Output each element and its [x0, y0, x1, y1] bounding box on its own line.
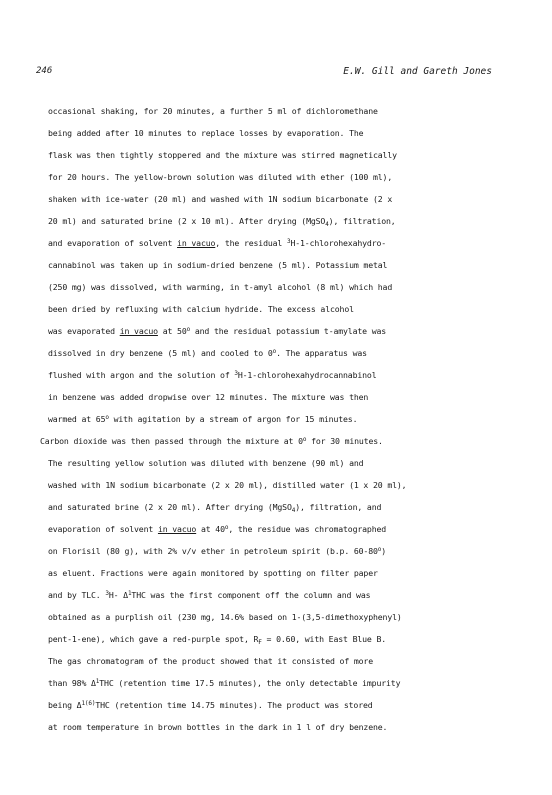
script-text: 1 [95, 678, 100, 685]
text-line [48, 700, 373, 710]
line-segment: THC (retention time 14.75 minutes). The product was stored [95, 700, 373, 710]
italic-term: in vacuo [119, 326, 158, 336]
text-line [48, 304, 354, 314]
text-line [48, 568, 378, 578]
text-line [48, 414, 357, 424]
line-segment: (250 mg) was dissolved, with warming, in t-amyl alcohol (8 ml) which had [48, 282, 393, 292]
line-segment: and by TLC. [48, 590, 106, 600]
line-segment: and saturated brine (2 x 20 ml). After drying (MgSO [48, 502, 292, 512]
line-segment: dissolved in dry benzene (5 ml) and cooled to 0 [48, 348, 273, 358]
line-segment: THC (retention time 17.5 minutes), the only detectable impurity [99, 678, 401, 688]
line-segment: cannabinol was taken up in sodium-dried benzene (5 ml). Potassium metal [48, 260, 388, 270]
text-line [48, 172, 392, 182]
text-line [48, 194, 392, 204]
line-segment: being Δ [48, 700, 82, 710]
line-segment: was evaporated [48, 326, 120, 336]
text-line [48, 216, 396, 226]
line-segment: pent-1-ene), which gave a red-purple spot, R [48, 634, 259, 644]
line-segment: warmed at 65 [48, 414, 106, 424]
italic-term: in vacuo [177, 238, 216, 248]
script-text: F [258, 639, 262, 646]
script-text: o [105, 414, 109, 421]
script-text: o [224, 524, 229, 531]
text-line [48, 370, 376, 380]
text-line [48, 260, 387, 270]
text-line [48, 546, 386, 556]
text-line [48, 282, 392, 292]
line-segment: , the residue was chromatographed [228, 524, 387, 534]
line-segment: being added after 10 minutes to replace losses by evaporation. The [48, 128, 364, 138]
text-line [48, 150, 397, 160]
line-segment: ) [381, 546, 387, 556]
text-line [48, 348, 367, 358]
script-text: o [186, 326, 191, 333]
page-number: 246 [36, 66, 53, 76]
script-text: o [272, 348, 277, 355]
text-line [48, 524, 386, 534]
text-line [48, 590, 370, 600]
line-segment: The gas chromatogram of the product showed that it consisted of more [48, 656, 373, 666]
text-line [48, 238, 386, 248]
text-line [48, 678, 400, 688]
script-text: 4 [325, 221, 329, 228]
line-segment: in benzene was added dropwise over 12 minutes. The mixture was then [48, 392, 369, 402]
line-segment: THC was the first component off the column and was [131, 590, 371, 600]
line-segment: ), filtration, and [295, 502, 382, 512]
line-segment: than 98% Δ [48, 678, 96, 688]
line-segment: washed with 1N sodium bicarbonate (2 x 20 ml), distilled water (1 x 20 ml), [48, 480, 407, 490]
line-segment: with agitation by a stream of argon for 15 minutes. [108, 414, 358, 424]
script-text: 4 [291, 507, 296, 514]
script-text: 1 [127, 590, 132, 597]
line-segment: evaporation of solvent [48, 524, 158, 534]
line-segment: Carbon dioxide was then passed through the mixture at 0 [40, 436, 303, 446]
line-segment: at room temperature in brown bottles in the dark in 1 l of dry benzene. [48, 722, 388, 732]
line-segment: . The apparatus was [276, 348, 367, 358]
text-line [48, 128, 363, 138]
page-header [36, 66, 492, 80]
line-segment: H- Δ [108, 590, 128, 600]
text-line [48, 502, 381, 512]
line-segment: ), filtration, [328, 216, 396, 226]
line-segment: H-1-chlorohexahydro- [290, 238, 387, 248]
text-line [48, 392, 368, 402]
line-segment: obtained as a purplish oil (230 mg, 14.6% based on 1-(3,5-dimethoxyphenyl) [48, 612, 402, 622]
script-text: 1(6) [81, 700, 96, 707]
line-segment: shaken with ice-water (20 ml) and washed with 1N sodium bicarbonate (2 x [48, 194, 393, 204]
line-segment: at 40 [196, 524, 225, 534]
line-segment: as eluent. Fractions were again monitored by spotting on filter paper [48, 568, 378, 578]
text-line [48, 656, 373, 666]
script-text: 3 [234, 370, 238, 377]
text-line [48, 634, 386, 644]
text-line [48, 612, 402, 622]
script-text: 3 [105, 590, 109, 597]
line-segment: been dried by refluxing with calcium hydride. The excess alcohol [48, 304, 354, 314]
line-segment: for 20 hours. The yellow-brown solution was diluted with ether (100 ml), [48, 172, 393, 182]
text-line [48, 458, 363, 468]
text-line [48, 722, 387, 732]
line-segment: occasional shaking, for 20 minutes, a further 5 ml of dichloromethane [48, 106, 378, 116]
line-segment: on Florisil (80 g), with 2% v/v ether in petroleum spirit (b.p. 60-80 [48, 546, 378, 556]
line-segment: 20 ml) and saturated brine (2 x 10 ml). After drying (MgSO [48, 216, 326, 226]
script-text: o [302, 436, 307, 443]
text-line [48, 106, 378, 116]
text-line [40, 436, 383, 446]
line-segment: at 50 [157, 326, 187, 336]
text-line [48, 480, 406, 490]
line-segment: , the residual [215, 238, 287, 248]
line-segment: and the residual potassium t-amylate was [190, 326, 387, 336]
line-segment: The resulting yellow solution was diluted with benzene (90 ml) and [48, 458, 364, 468]
line-segment: and evaporation of solvent [48, 238, 178, 248]
line-segment: = 0.60, with East Blue B. [261, 634, 387, 644]
line-segment: for 30 minutes. [306, 436, 383, 446]
script-text: o [377, 546, 382, 553]
text-line [48, 326, 386, 336]
line-segment: flask was then tightly stoppered and the mixture was stirred magnetically [48, 150, 397, 160]
running-head-authors: E.W. Gill and Gareth Jones [343, 66, 492, 77]
italic-term: in vacuo [157, 524, 197, 534]
line-segment: H-1-chlorohexahydrocannabinol [237, 370, 377, 380]
line-segment: flushed with argon and the solution of [48, 370, 235, 380]
script-text: 3 [286, 238, 291, 245]
